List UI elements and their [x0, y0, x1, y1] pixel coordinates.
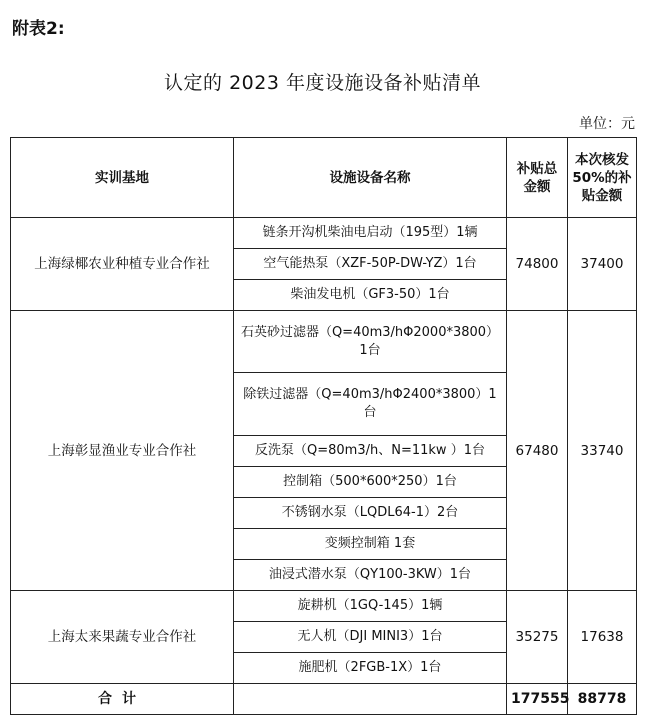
equipment-item: 油浸式潜水泵（QY100-3KW）1台 — [234, 560, 507, 591]
column-header-base: 实训基地 — [11, 138, 234, 218]
equipment-item: 除铁过滤器（Q=40m3/hΦ2400*3800）1台 — [234, 373, 507, 436]
unit-label: 单位：元 — [579, 116, 635, 132]
current-amount: 33740 — [568, 311, 637, 591]
equipment-item: 无人机（DJI MINI3）1台 — [234, 622, 507, 653]
total-amount: 35275 — [507, 591, 568, 684]
table-header-row — [11, 138, 637, 218]
equipment-item: 反洗泵（Q=80m3/h、N=11kw ）1台 — [234, 436, 507, 467]
document-title: 认定的 2023 年度设施设备补贴清单 — [164, 72, 481, 94]
base-name: 上海彰显渔业专业合作社 — [11, 311, 234, 591]
equipment-item: 施肥机（2FGB-1X）1台 — [234, 653, 507, 684]
total-amount: 67480 — [507, 311, 568, 591]
total-row — [11, 684, 637, 715]
current-amount: 17638 — [568, 591, 637, 684]
base-name: 上海太来果蔬专业合作社 — [11, 591, 234, 684]
total-amount: 74800 — [507, 218, 568, 311]
total-label: 合计 — [11, 684, 234, 715]
equipment-item: 不锈钢水泵（LQDL64-1）2台 — [234, 498, 507, 529]
appendix-label: 附表2: — [12, 19, 65, 39]
table-row — [11, 218, 637, 249]
table-row — [11, 311, 637, 373]
equipment-item: 空气能热泵（XZF-50P-DW-YZ）1台 — [234, 249, 507, 280]
equipment-item: 控制箱（500*600*250）1台 — [234, 467, 507, 498]
equipment-item: 旋耕机（1GQ-145）1辆 — [234, 591, 507, 622]
current-amount: 37400 — [568, 218, 637, 311]
base-name: 上海绿椰农业种植专业合作社 — [11, 218, 234, 311]
equipment-item: 石英砂过滤器（Q=40m3/hΦ2000*3800）1台 — [234, 311, 507, 373]
grand-total-amount: 177555 — [507, 684, 568, 715]
grand-current-amount: 88778 — [568, 684, 637, 715]
equipment-item: 柴油发电机（GF3-50）1台 — [234, 280, 507, 311]
table-row — [11, 591, 637, 622]
column-header-total: 补贴总金额 — [507, 138, 568, 218]
column-header-equipment: 设施设备名称 — [234, 138, 507, 218]
total-empty-cell — [234, 684, 507, 715]
equipment-item: 变频控制箱 1套 — [234, 529, 507, 560]
equipment-item: 链条开沟机柴油电启动（195型）1辆 — [234, 218, 507, 249]
subsidy-table — [10, 137, 637, 715]
column-header-current: 本次核发50%的补贴金额 — [568, 138, 637, 218]
